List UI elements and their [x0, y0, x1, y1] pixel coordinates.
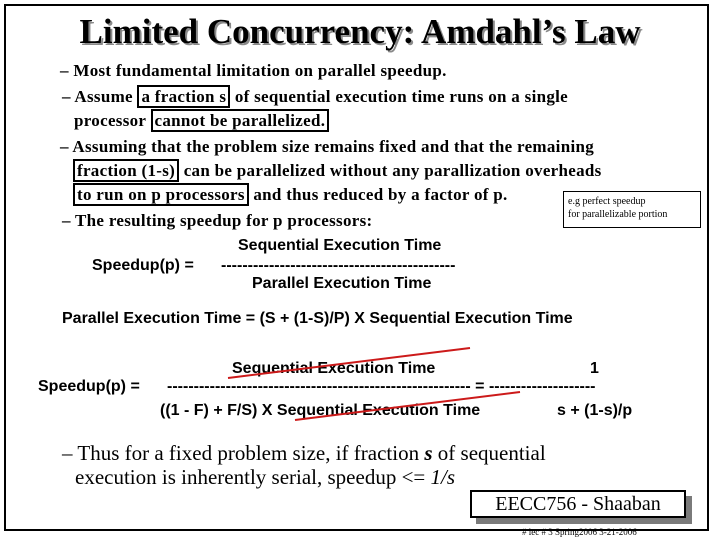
formula3-denominator: ((1 - F) + F/S) X Sequential Execution Time	[160, 402, 481, 419]
course-label: EECC756 - Shaaban	[470, 490, 686, 518]
formula1-lhs: Speedup(p) =	[92, 257, 194, 274]
formula3-numerator: Sequential Execution Time	[232, 360, 436, 377]
parallel-time-formula: Parallel Execution Time = (S + (1-S)/P) X Sequential Execution Time	[62, 310, 573, 327]
conclusion-line1	[62, 441, 546, 466]
course-footer	[470, 490, 690, 522]
formula3-fraction-bars: --------------------------------------------------------- = --------------------	[167, 378, 596, 395]
numerator-strike	[228, 348, 470, 378]
run-on-p-processors-highlight: to run on p processors	[73, 183, 249, 206]
bullet-assume-rest: of sequential execution time runs on a single	[230, 87, 569, 106]
note-line1: e.g perfect speedup	[568, 196, 646, 207]
conclusion-one-over-s: 1/s	[430, 465, 456, 489]
formula1-denominator: Parallel Execution Time	[252, 275, 432, 292]
conclusion-text-a: – Thus for a fixed problem size, if fraction	[62, 441, 425, 465]
fraction-1-s-highlight: fraction (1-s)	[73, 159, 179, 182]
fraction-s-highlight: a fraction s	[137, 85, 230, 108]
denominator-strike	[295, 392, 520, 420]
bullet-reduced-text: and thus reduced by a factor of p.	[248, 185, 508, 204]
bullet-processor-text: processor	[74, 111, 146, 130]
formula3-lhs: Speedup(p) =	[38, 378, 140, 395]
formula1-numerator: Sequential Execution Time	[238, 237, 442, 254]
bullet-resulting-speedup: – The resulting speedup for p processors:	[62, 211, 373, 230]
conclusion-line2	[75, 465, 455, 490]
conclusion-text-c: execution is inherently serial, speedup <=	[75, 465, 431, 489]
bullet-assume-prefix: – Assume	[62, 87, 133, 106]
bullet-problem-size: – Assuming that the problem size remains fixed and that the remaining	[60, 137, 595, 156]
bullet-fundamental-limitation: – Most fundamental limitation on parallel speedup.	[60, 61, 447, 80]
formula3-right-denominator: s + (1-s)/p	[557, 402, 633, 419]
conclusion-s: s	[424, 441, 433, 465]
conclusion-text-b: of sequential	[432, 441, 546, 465]
slide-title: Limited Concurrency: Amdahl’s Law	[79, 12, 641, 51]
formula3-right-numerator: 1	[590, 360, 599, 377]
cannot-parallelized-highlight: cannot be parallelized.	[151, 109, 330, 132]
note-line2: for parallelizable portion	[568, 209, 668, 220]
slide-info: # lec # 3 Spring2006 3-21-2006	[522, 527, 637, 537]
formula1-fraction-bar: --------------------------------------------	[221, 257, 456, 274]
bullet-parallelizable-text: can be parallelized without any parallization overheads	[179, 161, 602, 180]
